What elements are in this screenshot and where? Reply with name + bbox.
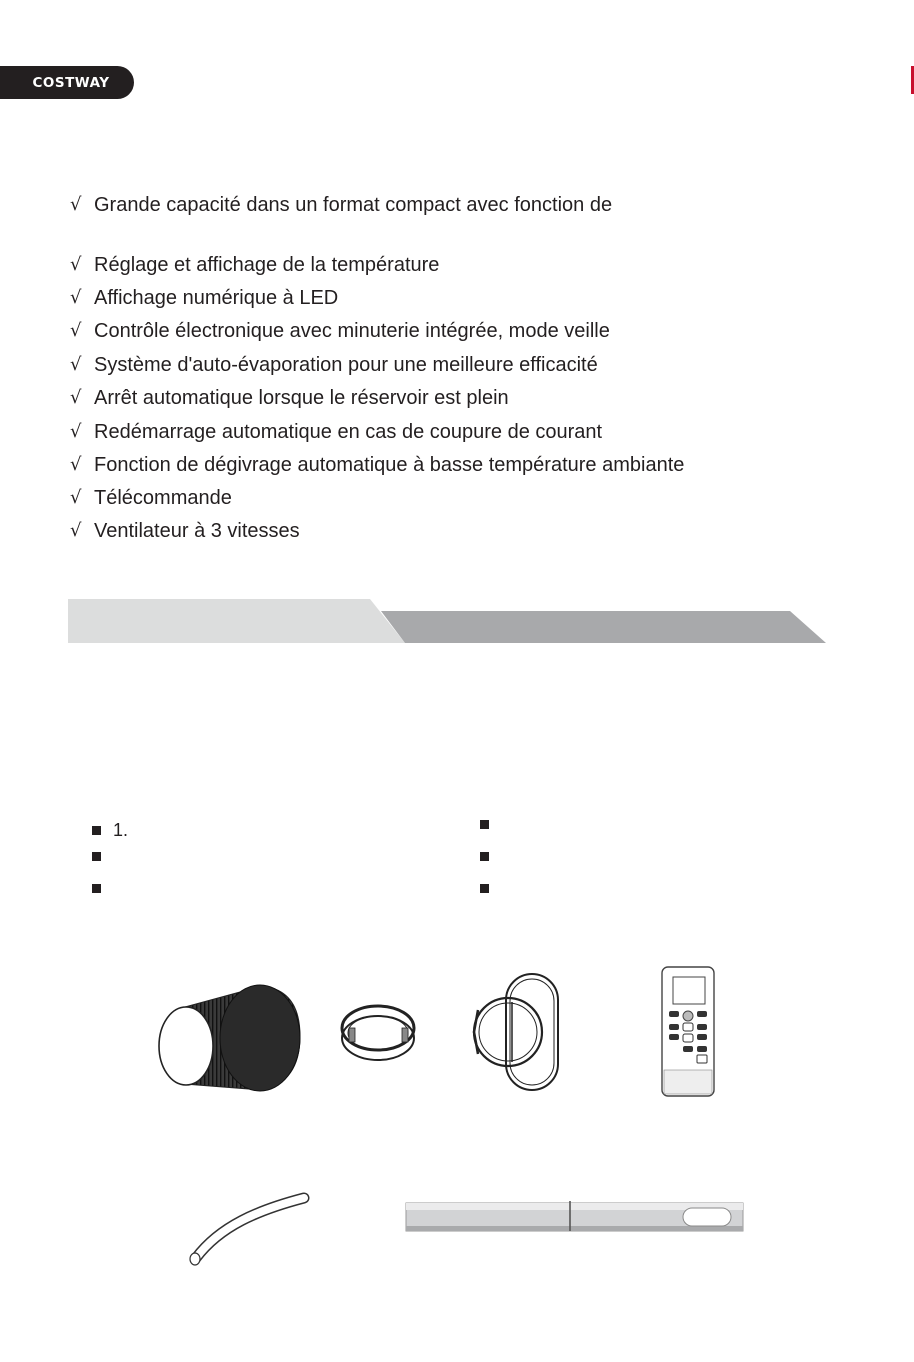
check-icon: √ <box>70 194 82 215</box>
check-icon: √ <box>70 454 82 475</box>
feature-text: Grande capacité dans un format compact avec fonction de <box>94 194 613 216</box>
accessory-label: 1. <box>113 820 129 840</box>
hose-adapter-ring-icon <box>342 1006 414 1060</box>
window-adapter-icon <box>474 974 558 1090</box>
check-icon: √ <box>70 520 82 541</box>
check-icon: √ <box>70 320 82 341</box>
check-icon: √ <box>70 487 82 508</box>
check-icon: √ <box>70 387 82 408</box>
feature-text: Ventilateur à 3 vitesses <box>94 520 300 542</box>
feature-text: Fonction de dégivrage automatique à basse température ambiante <box>94 454 685 476</box>
feature-text: Télécommande <box>94 487 232 509</box>
exhaust-hose-icon <box>159 985 300 1091</box>
feature-text: Affichage numérique à LED <box>94 287 339 309</box>
brand-name: COSTWAY <box>32 74 110 91</box>
feature-text: Contrôle électronique avec minuterie intégrée, mode veille <box>94 320 610 342</box>
window-slider-kit-icon <box>406 1201 743 1231</box>
check-icon: √ <box>70 254 82 275</box>
feature-text: Réglage et affichage de la température <box>94 254 440 276</box>
feature-text: Redémarrage automatique en cas de coupure de courant <box>94 421 603 443</box>
check-icon: √ <box>70 354 82 375</box>
remote-control-icon <box>662 967 714 1096</box>
drain-hose-icon <box>190 1198 304 1265</box>
feature-text: Arrêt automatique lorsque le réservoir est plein <box>94 387 509 409</box>
feature-text: Système d'auto-évaporation pour une meilleure efficacité <box>94 354 598 376</box>
check-icon: √ <box>70 421 82 442</box>
check-icon: √ <box>70 287 82 308</box>
